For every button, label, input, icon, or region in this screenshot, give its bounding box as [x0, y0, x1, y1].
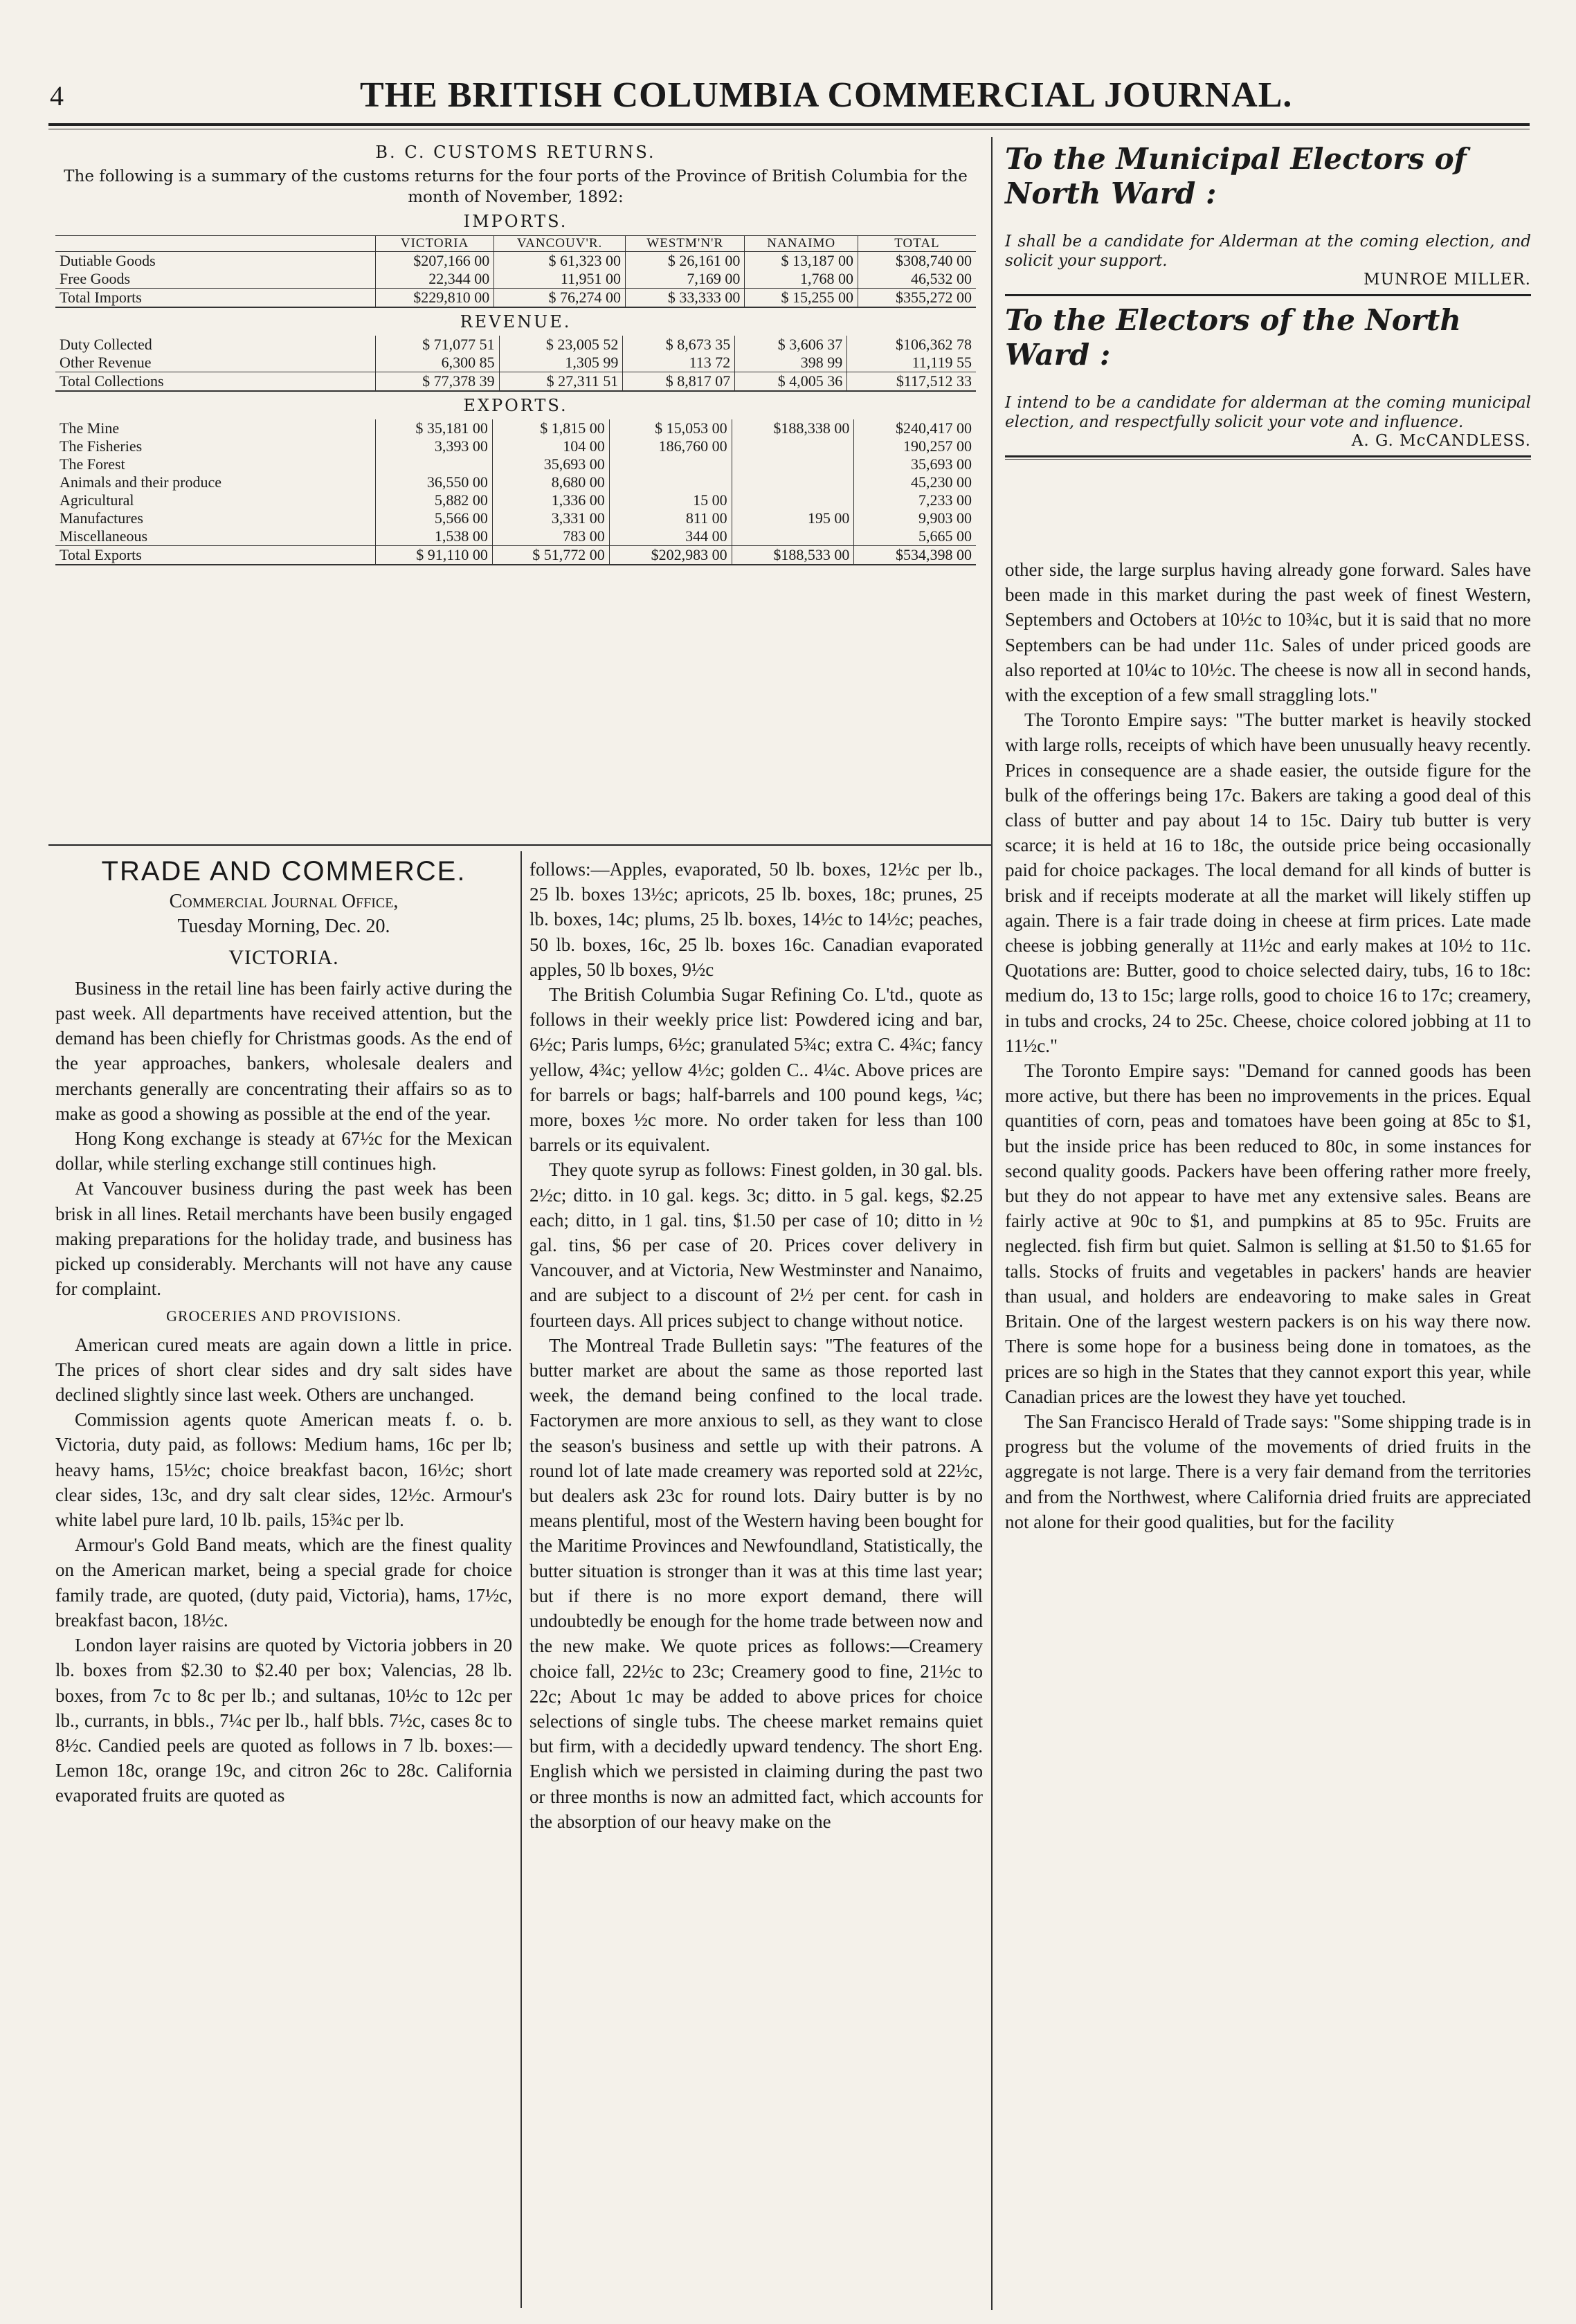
cell — [732, 527, 854, 546]
cell: $ 35,181 00 — [376, 419, 493, 437]
revenue-heading: REVENUE. — [460, 312, 572, 332]
row-label: Total Exports — [55, 546, 376, 565]
cell: 811 00 — [609, 509, 732, 527]
cell — [609, 455, 732, 473]
paragraph: They quote syrup as follows: Finest golden, in 30 gal. bls. 2½c; ditto. in 10 gal. kegs. 3c; ditto. in 5 gal. kegs, $2.25 each; ditto, in 1 gal. tins, $1.50 per case of 10; ditto in ½ gal. tins, $6 per case of 20. Prices cover delivery in Vancouver, and at Victoria, New Westminster and Nanaimo, and are subject to a discount of 2½ per cent. for cash in fourteen days. All prices subject to change without notice. — [529, 1159, 983, 1331]
total-row — [55, 289, 976, 308]
cell: $ 23,005 52 — [499, 336, 623, 354]
row-label: The Forest — [60, 455, 125, 473]
cell: 3,393 00 — [376, 437, 493, 455]
cell: $ 8,673 35 — [623, 336, 735, 354]
paragraph: London layer raisins are quoted by Victoria jobbers in 20 lb. boxes from $2.30 to $2.40 per box; Valencias, 28 lb. boxes, from 7c to 8c per lb.; and sultanas, 10½c to 12c per lb., currants, in bbls., 7¼c per lb., half bbls. 7½c, cases 8c to 8½c. Candied peels are quoted as follows in 7 lb. boxes:— Lemon 18c, orange 19c, and citron 26c to 28c. California evaporated fruits are quoted as — [55, 1635, 512, 1806]
row-label: Miscellaneous — [60, 527, 148, 545]
cell: $229,810 00 — [376, 289, 494, 308]
cell: $ 8,817 07 — [623, 372, 735, 392]
paragraph: Business in the retail line has been fairly active during the past week. All departments have received attention, but the demand has been chiefly for Christmas goods. As the end of the year approaches, bankers, wholesale dealers and merchants generally are concentrating their affairs so as to make as good a showing as possible at the end of the year. — [55, 977, 512, 1124]
notice-title: To the Electors of the North Ward : — [1005, 303, 1461, 372]
row-label: Total Collections — [55, 372, 376, 392]
cell: 195 00 — [732, 509, 854, 527]
subheading-groceries: GROCERIES AND PROVISIONS. — [166, 1307, 401, 1325]
masthead: THE BRITISH COLUMBIA COMMERCIAL JOURNAL. — [360, 75, 1293, 115]
notice-divider — [1005, 455, 1531, 457]
cell: $106,362 78 — [847, 336, 976, 354]
cell: 35,693 00 — [854, 455, 976, 473]
dateline: Tuesday Morning, Dec. 20. — [177, 916, 390, 938]
paragraph: Hong Kong exchange is steady at 67½c for the Mexican dollar, while sterling exchange still continues high. — [55, 1128, 512, 1174]
table-row — [55, 252, 976, 271]
cell — [609, 473, 732, 491]
cell: 11,119 55 — [847, 354, 976, 372]
cell: 5,566 00 — [376, 509, 493, 527]
notice-divider — [1005, 294, 1531, 296]
cell — [376, 455, 493, 473]
cell: $534,398 00 — [854, 546, 976, 565]
paragraph: Armour's Gold Band meats, which are the finest quality on the American market, being a special grade for choice family trade, are quoted, (duty paid, Victoria), hams, 17½c, breakfast bacon, 18½c. — [55, 1534, 512, 1631]
page-number: 4 — [50, 80, 64, 111]
cell: $ 91,110 00 — [376, 546, 493, 565]
cell: $188,533 00 — [732, 546, 854, 565]
paragraph: The British Columbia Sugar Refining Co. L'td., quote as follows in their weekly price list: Powdered icing and bar, 6½c; Paris lumps, 6½c; granulated 5¾c; extra C. 4¾c; fancy yellow, 4¾c; yellow 4½c; golden C.. 4¼c. Above prices are for barrels or bags; half-barrels and 100 pound kegs, ¼c; more, boxes ½c more. No order taken for less than 100 barrels or its equivalent. — [529, 984, 983, 1156]
paragraph: Commission agents quote American meats f. o. b. Victoria, duty paid, as follows: Medium hams, 16c per lb; heavy hams, 15½c; choice breakfast bacon, 16½c; short clear sides, 13c, and dry salt clear sides, 12½c. Armour's white label pure lard, 10 lb. pails, 15¾c per lb. — [55, 1409, 512, 1531]
masthead-rule — [48, 123, 1530, 126]
cell: $ 71,077 51 — [376, 336, 500, 354]
cell: 3,331 00 — [492, 509, 609, 527]
cell: $ 26,161 00 — [626, 252, 745, 271]
paragraph: other side, the large surplus having already gone forward. Sales have been made in this market during the past week of finest Western, Septembers and Octobers at 10½c to 10¾c, but it is said that no more Septembers can be had under 11c. Sales of under priced goods are also reported at 10¼c to 10½c. The cheese is now all in second hands, with the exception of a few small straggling lots." — [1005, 559, 1531, 706]
total-row — [55, 372, 976, 392]
cell: 8,680 00 — [492, 473, 609, 491]
cell: 1,538 00 — [376, 527, 493, 546]
notice-body: I intend to be a candidate for alderman at the coming municipal election, and respectfully solicit your vote and influence. — [1005, 394, 1531, 431]
row-label: Dutiable Goods — [60, 252, 156, 269]
cell: $117,512 33 — [847, 372, 976, 392]
notice-signature: A. G. McCANDLESS. — [1351, 432, 1531, 450]
column-divider — [991, 137, 993, 2310]
revenue-table — [55, 336, 976, 392]
paragraph: The Toronto Empire says: "The butter market is heavily stocked with large rolls, receipts of which have been unusually heavy recently. Prices in consequence are a shade easier, the outside figure for the bulk of the offerings being 17c. Bakers are taking a good deal of this class of butter and pay about 14 to 15c. Dairy tub butter is very scarce; it is held at 16 to 18c, the outside price being occasionally paid for choice packages. The local demand for all kinds of butter is brisk and if receipts moderate at all the market will likely stiffen up again. There is a fair trade doing in cheese at firm prices. Late made cheese is jobbing generally at 11½c and early makes at 10½ to 11c. Quotations are: Butter, good to choice selected dairy, tubs, 16 to 18c: medium do, 13 to 15c; large rolls, good to choice 16 to 17c; creamery, in tubs and crocks, 24 to 25c. Cheese, choice colored jobbing at 11 to 11½c." — [1005, 709, 1531, 1056]
row-label: The Mine — [60, 419, 120, 437]
cell: 783 00 — [492, 527, 609, 546]
election-notices — [1005, 142, 1531, 460]
cell: $ 76,274 00 — [494, 289, 626, 308]
paragraph: The San Francisco Herald of Trade says: "Some shipping trade is in progress but the volume of the movements of dried fruits in the aggregate is not large. There is a very fair demand from the territories and from the Northwest, where California dried fruits are appreciated not alone for their good qualities, but for the facility — [1005, 1410, 1531, 1532]
subheading-victoria: VICTORIA. — [228, 945, 339, 969]
paragraph: At Vancouver business during the past week has been brisk in all lines. Retail merchants have been busily engaged making preparations for the holiday trade, and business has picked up considerably. Merchants will not have any cause for complaint. — [55, 1178, 512, 1300]
cell: 190,257 00 — [854, 437, 976, 455]
cell: 344 00 — [609, 527, 732, 546]
cell: 1,336 00 — [492, 491, 609, 509]
cell — [732, 473, 854, 491]
table-row — [55, 270, 976, 289]
cell: 7,169 00 — [626, 270, 745, 289]
paragraph: follows:—Apples, evaporated, 50 lb. boxes, 12½c per lb., 25 lb. boxes 13½c; apricots, 25 lb. boxes, 18c; prunes, 25 lb. boxes, 14c; plums, 25 lb. boxes, 14½c to 14½c; peaches, 50 lb. boxes, 16c, 25 lb. boxes 16c. Canadian evaporated apples, 50 lb boxes, 9½c — [529, 859, 983, 980]
cell: 5,665 00 — [854, 527, 976, 546]
cell: 45,230 00 — [854, 473, 976, 491]
cell — [732, 455, 854, 473]
table-row — [55, 509, 976, 527]
paragraph: American cured meats are again down a little in price. The prices of short clear sides and dry salt sides have declined slightly since last week. Others are unchanged. — [55, 1334, 512, 1406]
cell: 5,882 00 — [376, 491, 493, 509]
cell: $ 13,187 00 — [745, 252, 858, 271]
cell: $ 3,606 37 — [735, 336, 847, 354]
table-row — [55, 419, 976, 437]
column-1 — [55, 855, 512, 1808]
notice-body: I shall be a candidate for Alderman at the coming election, and solicit your support. — [1005, 233, 1531, 270]
paragraph: The Montreal Trade Bulletin says: "The features of the butter market are about the same as those reported last week, the demand being confined to the local trade. Factorymen are more anxious to sell, as they want to close the season's business and settle up with their patrons. A round lot of late made creamery was reported sold at 22½c, but dealers ask 23c for round lots. Dairy butter is by no means plentiful, most of the Western having been bought for the Maritime Provinces and Newfoundland, Statistically, the butter situation is stronger than it was at this time last year; but if there is no more export demand, there will undoubtedly be enough for the home trade between now and the new make. We quote prices as follows:—Creamery choice fall, 22½c to 23c; Creamery good to fine, 21½c to 22c; About 1c may be added to above prices for choice selections of single tubs. The cheese market remains quiet but firm, with a decidedly upward tendency. The short Eng. English which we persisted in claiming during the past two or three months is now an admitted fact, which accounts for the absorption of our heavy make on the — [529, 1334, 983, 1832]
table-row — [55, 354, 976, 372]
row-label: Agricultural — [60, 491, 134, 509]
column-header: VICTORIA — [376, 236, 494, 252]
imports-heading: IMPORTS. — [463, 212, 568, 231]
cell: 104 00 — [492, 437, 609, 455]
exports-heading: EXPORTS. — [463, 396, 568, 415]
customs-title: B. C. CUSTOMS RETURNS. — [375, 143, 656, 162]
table-row — [55, 473, 976, 491]
row-label: Free Goods — [60, 270, 131, 287]
section-rule — [48, 844, 991, 846]
cell: 46,532 00 — [858, 270, 976, 289]
customs-intro: The following is a summary of the customs returns for the four ports of the Province of British Columbia for the month of November, 1892: — [64, 167, 968, 206]
row-label: The Fisheries — [60, 437, 143, 455]
table-row — [55, 336, 976, 354]
row-label: Other Revenue — [60, 354, 152, 371]
notice-divider — [1005, 459, 1531, 460]
cell: 1,768 00 — [745, 270, 858, 289]
section-heading: TRADE AND COMMERCE. — [101, 856, 467, 887]
cell: $ 61,323 00 — [494, 252, 626, 271]
column-divider — [520, 851, 522, 2308]
cell: 36,550 00 — [376, 473, 493, 491]
cell — [732, 491, 854, 509]
table-row — [55, 491, 976, 509]
cell: $ 4,005 36 — [735, 372, 847, 392]
cell: $202,983 00 — [609, 546, 732, 565]
cell: $ 15,255 00 — [745, 289, 858, 308]
column-3 — [1005, 557, 1531, 1534]
column-header: VANCOUV'R. — [494, 236, 626, 252]
cell: $ 1,815 00 — [492, 419, 609, 437]
row-label: Animals and their produce — [60, 473, 221, 491]
table-row — [55, 437, 976, 455]
table-row — [55, 527, 976, 546]
column-header: WESTM'N'R — [626, 236, 745, 252]
cell: $ 77,378 39 — [376, 372, 500, 392]
column-2 — [529, 857, 983, 1834]
paragraph: The Toronto Empire says: "Demand for canned goods has been more active, but there has been no improvements in the prices. Equal quantities of corn, peas and tomatoes have been going at 85c to $1, but the inside price has been reduced to 80c, in some instances for second quality goods. Packers have been offering rather more freely, but they do not appear to have met any extensive sales. Beans are fairly active at 90c to $1, and pumpkins at 85 to 95c. Fruits are neglected. fish firm but quiet. Salmon is selling at $1.50 to $1.65 for talls. Stocks of fruits and vegetables in packers' hands are heavier than usual, and holders are endeavoring to make sales in Great Britain. One of the largest western packers is on his way there now. There is some hope for a business being done in tomatoes, as the prices are so high in the States that they cannot export this year, while Canadian prices are the lowest they have yet touched. — [1005, 1060, 1531, 1407]
cell — [732, 437, 854, 455]
cell: 1,305 99 — [499, 354, 623, 372]
exports-table — [55, 419, 976, 565]
cell: 35,693 00 — [492, 455, 609, 473]
customs-returns — [55, 138, 976, 565]
row-label: Total Imports — [55, 289, 376, 308]
office-line: Commercial Journal Office, — [169, 891, 399, 913]
column-header: NANAIMO — [745, 236, 858, 252]
cell: 113 72 — [623, 354, 735, 372]
row-label: Duty Collected — [60, 336, 152, 353]
table-header-row — [55, 236, 976, 252]
table-row — [55, 455, 976, 473]
cell: $ 15,053 00 — [609, 419, 732, 437]
cell: $240,417 00 — [854, 419, 976, 437]
cell: 11,951 00 — [494, 270, 626, 289]
notice-signature: MUNROE MILLER. — [1364, 271, 1531, 289]
cell: $ 33,333 00 — [626, 289, 745, 308]
cell: $207,166 00 — [376, 252, 494, 271]
cell: $ 51,772 00 — [492, 546, 609, 565]
cell: 15 00 — [609, 491, 732, 509]
notice-title: To the Municipal Electors of North Ward : — [1005, 142, 1467, 210]
cell: $308,740 00 — [858, 252, 976, 271]
total-row — [55, 546, 976, 565]
cell: 9,903 00 — [854, 509, 976, 527]
cell: 22,344 00 — [376, 270, 494, 289]
cell: $355,272 00 — [858, 289, 976, 308]
cell: 6,300 85 — [376, 354, 500, 372]
cell: 7,233 00 — [854, 491, 976, 509]
cell: $ 27,311 51 — [499, 372, 623, 392]
cell: $188,338 00 — [732, 419, 854, 437]
column-header: TOTAL — [858, 236, 976, 252]
imports-table — [55, 235, 976, 308]
cell: 186,760 00 — [609, 437, 732, 455]
cell: 398 99 — [735, 354, 847, 372]
row-label: Manufactures — [60, 509, 143, 527]
